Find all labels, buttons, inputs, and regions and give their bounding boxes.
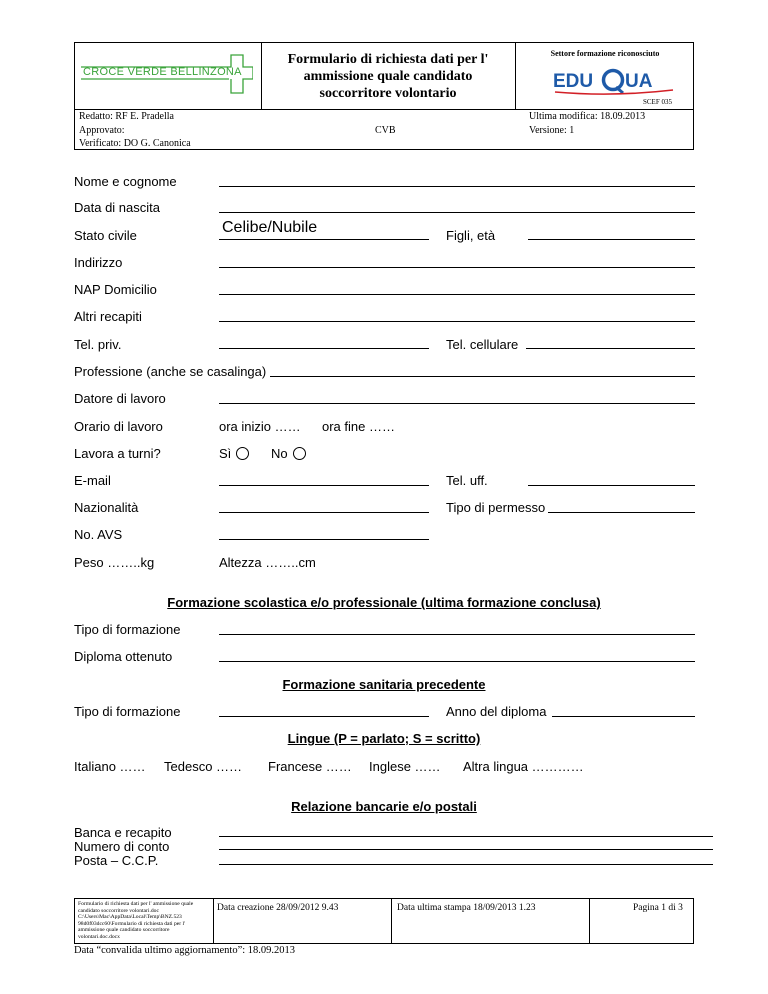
label-tel-priv: Tel. priv. [74, 337, 122, 352]
label-posta: Posta – C.C.P. [74, 853, 159, 868]
field-altri[interactable] [219, 321, 695, 322]
field-tipo-formazione[interactable] [219, 634, 695, 635]
ultima-modifica: Ultima modifica: 18.09.2013 [529, 111, 646, 122]
lingua-inglese[interactable]: Inglese …… [369, 759, 441, 774]
turni-si-option[interactable] [219, 446, 249, 461]
eduqua-code: SCEF 035 [643, 98, 672, 106]
versione: Versione: 1 [529, 125, 575, 136]
label-email: E-mail [74, 473, 111, 488]
label-indirizzo: Indirizzo [74, 255, 123, 270]
label-orario: Orario di lavoro [74, 419, 163, 434]
label-stato-civile: Stato civile [74, 228, 137, 243]
field-datore[interactable] [219, 403, 695, 404]
field-indirizzo[interactable] [219, 267, 695, 268]
lingua-tedesco[interactable]: Tedesco …… [164, 759, 243, 774]
footer-creazione: Data creazione 28/09/2012 9.43 [217, 903, 339, 913]
footer-path: Formulario di richiesta dati per l' ammissione quale candidato soccorritore volontari.doc C:\Users\Mac\AppData\Local\Temp\BNZ.523 98d0f03dcc60\Formulario di richiesta dati per l' ammissione quale candidato soccorritore volontari.doc.docx [78, 901, 194, 940]
svg-text:EDU: EDU [553, 71, 594, 92]
label-altezza[interactable]: Altezza ……..cm [219, 555, 316, 570]
section-lingue: Lingue (P = parlato; S = scritto) [287, 731, 481, 746]
field-nascita[interactable] [219, 212, 695, 213]
croce-verde-logo [81, 53, 253, 97]
label-nome: Nome e cognome [74, 174, 177, 189]
cert-label: Settore formazione riconosciuto [550, 49, 660, 58]
label-permesso: Tipo di permesso [446, 500, 546, 515]
field-permesso[interactable] [548, 512, 695, 513]
label-nazionalita: Nazionalità [74, 500, 139, 515]
turni-si-label: Sì [219, 446, 232, 461]
footer-stampa: Data ultima stampa 18/09/2013 1.23 [397, 903, 536, 913]
label-tipo-formazione-2: Tipo di formazione [74, 704, 181, 719]
label-peso[interactable]: Peso ……..kg [74, 555, 155, 570]
label-datore: Datore di lavoro [74, 391, 166, 406]
field-nome[interactable] [219, 186, 695, 187]
ora-inizio[interactable]: ora inizio …… [219, 419, 301, 434]
stato-civile-value[interactable]: Celibe/Nubile [222, 219, 318, 236]
logo-text: CROCE VERDE BELLINZONA [83, 66, 242, 78]
field-nap[interactable] [219, 294, 695, 295]
footer-table [74, 898, 694, 944]
document-title: Formulario di richiesta dati per l' ammissione quale candidato soccorritore volontario [287, 52, 489, 101]
label-nap: NAP Domicilio [74, 282, 157, 297]
radio-no[interactable] [293, 447, 306, 460]
field-banca[interactable] [219, 836, 713, 837]
approvato: Approvato: [79, 125, 125, 136]
label-tipo-formazione: Tipo di formazione [74, 622, 181, 637]
field-avs[interactable] [219, 539, 429, 540]
label-nascita: Data di nascita [74, 200, 160, 215]
label-banca: Banca e recapito [74, 825, 172, 840]
section-formazione: Formazione scolastica e/o professionale (ultima formazione conclusa) [167, 595, 601, 610]
label-altri: Altri recapiti [74, 309, 142, 324]
field-conto[interactable] [219, 849, 713, 850]
label-anno-diploma: Anno del diploma [446, 704, 547, 719]
lingua-italiano[interactable]: Italiano …… [74, 759, 146, 774]
radio-si[interactable] [236, 447, 249, 460]
footer-pagina: Pagina 1 di 3 [633, 903, 683, 913]
turni-no-label: No [271, 446, 288, 461]
turni-no-option[interactable] [271, 446, 306, 461]
label-avs: No. AVS [74, 527, 123, 542]
section-sanitaria: Formazione sanitaria precedente [282, 677, 486, 692]
field-tel-uff[interactable] [528, 485, 695, 486]
field-email[interactable] [219, 485, 429, 486]
redatto: Redatto: RF E. Pradella [79, 111, 174, 122]
lingua-francese[interactable]: Francese …… [268, 759, 352, 774]
center-label: CVB [375, 125, 396, 136]
field-nazionalita[interactable] [219, 512, 429, 513]
label-professione: Professione (anche se casalinga) [74, 364, 267, 379]
label-diploma: Diploma ottenuto [74, 649, 173, 664]
field-tipo-formazione-2[interactable] [219, 716, 429, 717]
label-figli: Figli, età [446, 228, 496, 243]
section-banca: Relazione bancarie e/o postali [291, 799, 477, 814]
field-posta[interactable] [219, 864, 713, 865]
field-diploma[interactable] [219, 661, 695, 662]
svg-text:UA: UA [625, 71, 653, 92]
verificato: Verificato: DO G. Canonica [79, 138, 191, 149]
field-tel-priv[interactable] [219, 348, 429, 349]
field-tel-cell[interactable] [526, 348, 695, 349]
field-stato-civile[interactable] [219, 239, 429, 240]
header-table [74, 42, 694, 150]
lingua-altra[interactable]: Altra lingua ………… [463, 759, 584, 774]
label-tel-cell: Tel. cellulare [446, 337, 519, 352]
ora-fine[interactable]: ora fine …… [322, 419, 395, 434]
footer-convalida: Data “convalida ultimo aggiornamento”: 18.09.2013 [74, 945, 296, 956]
label-turni: Lavora a turni? [74, 446, 161, 461]
label-tel-uff: Tel. uff. [446, 473, 488, 488]
label-conto: Numero di conto [74, 839, 170, 854]
field-anno-diploma[interactable] [552, 716, 695, 717]
field-professione[interactable] [270, 376, 695, 377]
field-figli[interactable] [528, 239, 695, 240]
